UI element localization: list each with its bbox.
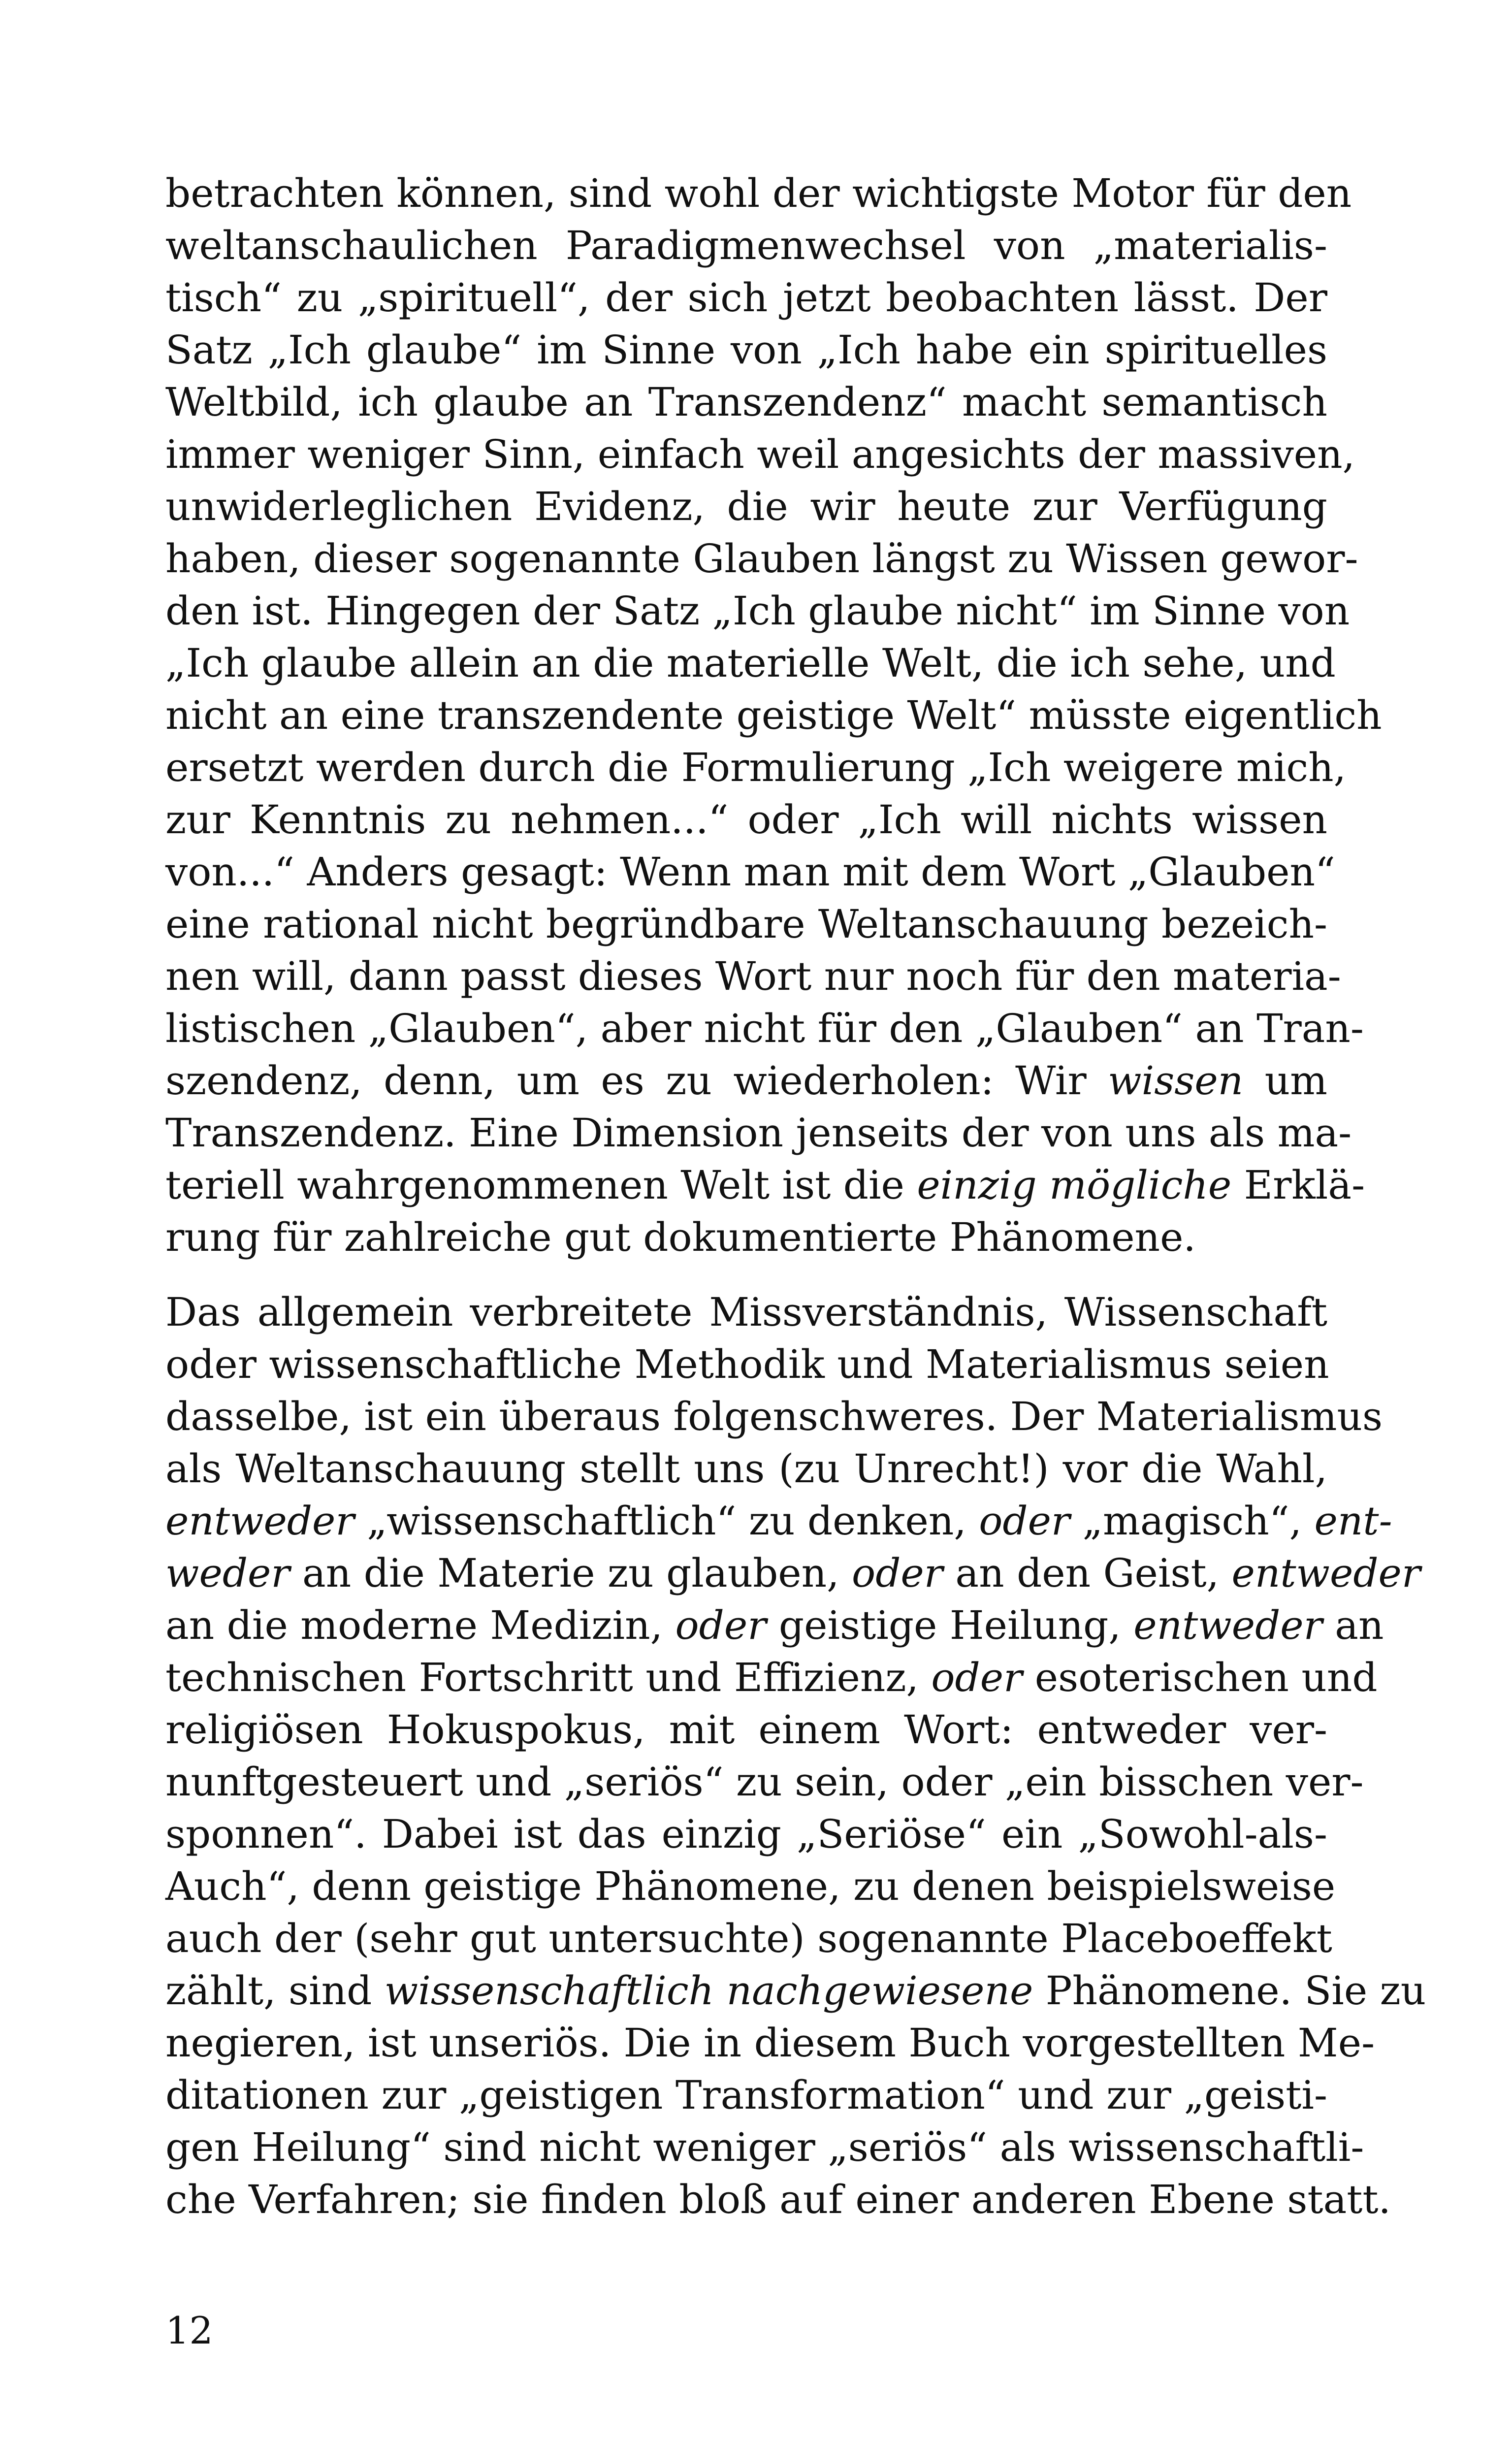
text-segment: an den Geist, [943, 1550, 1232, 1596]
text-line [165, 1652, 1378, 1704]
text-line [165, 1495, 1392, 1547]
text-segment: Transzendenz. Eine Dimension jenseits der von uns als ma- [165, 1110, 1352, 1156]
text-segment: gen Heilung“ sind nicht weniger „seriös“ als wissenschaftli- [165, 2124, 1364, 2170]
text-line [165, 533, 1358, 585]
text-segment: unwiderleglichen Evidenz, die wir heute zur Verfügung [165, 484, 1327, 529]
text-line [165, 898, 1327, 950]
text-line [165, 2174, 1391, 2226]
text-segment: eine rational nicht begründbare Weltanschauung bezeich- [165, 901, 1327, 947]
paragraph [165, 167, 1382, 1264]
text-line [165, 585, 1350, 637]
text-segment: nicht an eine transzendente geistige Welt“ müsste eigentlich [165, 692, 1382, 738]
text-segment: che Verfahren; sie finden bloß auf einer anderen Ebene statt. [165, 2177, 1391, 2222]
italic-text: oder [979, 1498, 1070, 1544]
text-line [165, 1107, 1352, 1159]
text-line [165, 1391, 1383, 1443]
text-line [165, 220, 1327, 272]
text-segment: „Ich glaube allein an die materielle Welt, die ich sehe, und [165, 640, 1336, 686]
text-line [165, 376, 1327, 428]
text-segment: immer weniger Sinn, einfach weil angesichts der massiven, [165, 431, 1355, 477]
text-line [165, 1913, 1332, 1965]
italic-text: wissen [1108, 1058, 1244, 1104]
text-segment: geistige Heilung, [766, 1602, 1134, 1648]
text-segment: zur Kenntnis zu nehmen...“ oder „Ich will nichts wissen [165, 797, 1327, 843]
italic-text: entweder [1133, 1602, 1322, 1648]
text-line [165, 742, 1347, 794]
text-line [165, 1055, 1327, 1107]
italic-text: einzig mögliche [917, 1162, 1232, 1208]
text-line [165, 950, 1341, 1003]
text-segment: esoterischen und [1022, 1655, 1378, 1700]
italic-text: wissenschaftlich nachgewiesene [384, 1968, 1033, 2014]
text-line [165, 1159, 1365, 1211]
text-segment: als Weltanschauung stellt uns (zu Unrecht!) vor die Wahl, [165, 1446, 1327, 1492]
text-segment: Auch“, denn geistige Phänomene, zu denen beispielsweise [165, 1863, 1336, 1909]
text-segment: „magisch“, [1070, 1498, 1315, 1544]
italic-text: weder [165, 1550, 290, 1596]
text-segment: ersetzt werden durch die Formulierung „Ich weigere mich, [165, 745, 1347, 790]
text-segment: haben, dieser sogenannte Glauben längst zu Wissen gewor- [165, 536, 1358, 582]
text-segment: den ist. Hingegen der Satz „Ich glaube nicht“ im Sinne von [165, 588, 1350, 634]
text-line [165, 1003, 1364, 1055]
text-line [165, 2121, 1364, 2174]
text-line [165, 481, 1327, 533]
text-segment: negieren, ist unseriös. Die in diesem Buch vorgestellten Me- [165, 2020, 1375, 2066]
italic-text: oder [852, 1550, 943, 1596]
text-line [165, 1211, 1327, 1264]
paragraph [165, 1286, 1426, 2226]
text-segment: um [1243, 1058, 1327, 1104]
text-line [165, 1756, 1364, 1808]
page-number: 12 [165, 2309, 213, 2352]
text-line [165, 2069, 1327, 2121]
text-segment: zählt, sind [165, 1968, 385, 2014]
text-segment: listischen „Glauben“, aber nicht für den „Glauben“ an Tran- [165, 1006, 1364, 1051]
text-segment: an die Materie zu glauben, [290, 1550, 852, 1596]
italic-text: ent- [1314, 1498, 1392, 1544]
text-line [165, 1338, 1327, 1391]
text-segment: auch der (sehr gut untersuchte) sogenannte Placeboeffekt [165, 1916, 1332, 1961]
text-segment: tisch“ zu „spirituell“, der sich jetzt beobachten lässt. Der [165, 275, 1327, 321]
text-line [165, 1808, 1327, 1860]
body-text [165, 167, 1426, 2248]
text-segment: Weltbild, ich glaube an Transzendenz“ macht semantisch [165, 379, 1327, 425]
text-line [165, 846, 1335, 898]
text-line [165, 1965, 1426, 2017]
text-segment: Phänomene. Sie zu [1033, 1968, 1426, 2014]
text-line [165, 2017, 1375, 2069]
text-line [165, 689, 1382, 742]
text-segment: religiösen Hokuspokus, mit einem Wort: entweder ver- [165, 1707, 1327, 1753]
text-line [165, 428, 1355, 481]
text-segment: Satz „Ich glaube“ im Sinne von „Ich habe ein spirituelles [165, 327, 1327, 373]
text-line [165, 637, 1336, 689]
text-segment: Erklä- [1231, 1162, 1365, 1208]
italic-text: oder [675, 1602, 767, 1648]
text-line [165, 1286, 1327, 1338]
text-segment: teriell wahrgenommenen Welt ist die [165, 1162, 917, 1208]
text-segment: technischen Fortschritt und Effizienz, [165, 1655, 932, 1700]
text-segment: ditationen zur „geistigen Transformation“ und zur „geisti- [165, 2072, 1327, 2118]
text-line [165, 272, 1327, 324]
text-line [165, 1547, 1421, 1599]
text-line [165, 167, 1352, 220]
italic-text: entweder [1231, 1550, 1421, 1596]
text-segment: an [1322, 1602, 1384, 1648]
text-segment: Das allgemein verbreitete Missverständnis, Wissenschaft [165, 1289, 1327, 1335]
text-line [165, 324, 1327, 376]
text-segment: dasselbe, ist ein überaus folgenschweres. Der Materialismus [165, 1394, 1383, 1439]
text-segment: „wissenschaftlich“ zu denken, [354, 1498, 979, 1544]
text-segment: sponnen“. Dabei ist das einzig „Seriöse“ ein „Sowohl-als- [165, 1811, 1327, 1857]
italic-text: entweder [165, 1498, 354, 1544]
text-segment: betrachten können, sind wohl der wichtigste Motor für den [165, 170, 1352, 216]
text-segment: oder wissenschaftliche Methodik und Materialismus seien [165, 1341, 1329, 1387]
text-line [165, 794, 1327, 846]
text-segment: an die moderne Medizin, [165, 1602, 676, 1648]
text-segment: nen will, dann passt dieses Wort nur noch für den materia- [165, 953, 1341, 999]
italic-text: oder [931, 1655, 1023, 1700]
text-line [165, 1704, 1327, 1756]
text-line [165, 1599, 1384, 1652]
text-segment: von...“ Anders gesagt: Wenn man mit dem Wort „Glauben“ [165, 849, 1335, 895]
text-line [165, 1860, 1336, 1913]
text-segment: szendenz, denn, um es zu wiederholen: Wir [165, 1058, 1108, 1104]
text-segment: nunftgesteuert und „seriös“ zu sein, oder „ein bisschen ver- [165, 1759, 1364, 1805]
text-segment: rung für zahlreiche gut dokumentierte Phänomene. [165, 1214, 1196, 1260]
text-segment: weltanschaulichen Paradigmenwechsel von „materialis- [165, 223, 1327, 268]
text-line [165, 1443, 1327, 1495]
